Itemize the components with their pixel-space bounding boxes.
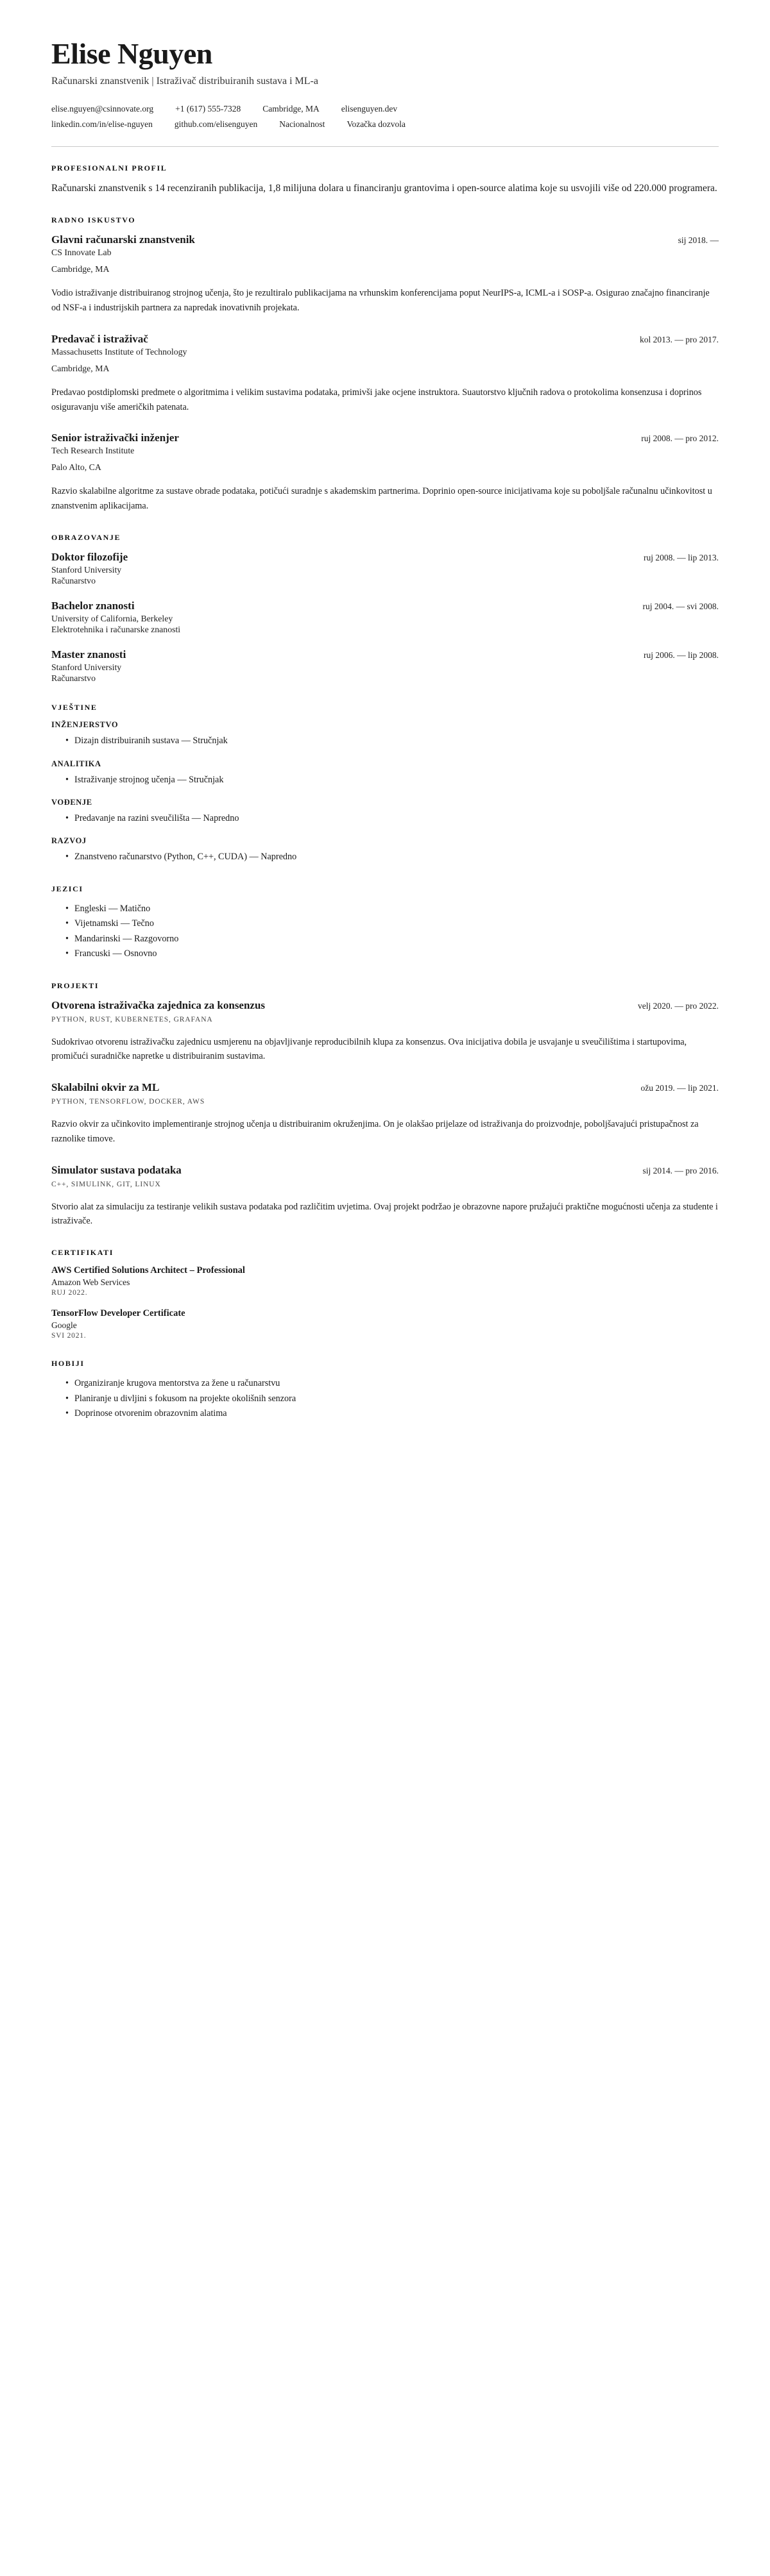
- certificate-issuer: Google: [51, 1320, 77, 1331]
- hobby-item: • Doprinose otvorenim obrazovnim alatima: [65, 1406, 719, 1421]
- experience-head: [51, 431, 719, 445]
- skill-group: [51, 798, 719, 826]
- section-title-education: OBRAZOVANJE: [51, 532, 121, 542]
- experience-location: Palo Alto, CA: [51, 462, 101, 473]
- contact-phone[interactable]: +1 (617) 555-7328: [175, 104, 241, 114]
- section-title-certificates: CERTIFIKATI: [51, 1248, 114, 1258]
- language-item: • Vijetnamski — Tečno: [65, 916, 719, 931]
- skill-list: [51, 850, 719, 864]
- contact-location: Cambridge, MA: [262, 104, 320, 114]
- certificate-item: [51, 1265, 719, 1297]
- section-title-languages: JEZICI: [51, 884, 83, 893]
- header-divider: [51, 146, 719, 147]
- experience-role: Senior istraživački inženjer: [51, 432, 179, 444]
- experience-org: CS Innovate Lab: [51, 248, 112, 258]
- section-title-experience: RADNO ISKUSTVO: [51, 215, 136, 225]
- project-item: [51, 998, 719, 1065]
- education-degree: Master znanosti: [51, 648, 126, 661]
- education-dates: ruj 2008. — lip 2013.: [644, 552, 719, 562]
- experience-org: Tech Research Institute: [51, 446, 135, 456]
- skill-item: • Istraživanje strojnog učenja — Stručnjak: [65, 773, 719, 787]
- skill-category: INŽENJERSTVO: [51, 720, 119, 730]
- experience-dates: kol 2013. — pro 2017.: [640, 334, 719, 344]
- section-skills: [51, 703, 719, 865]
- hobby-item: • Planiranje u divljini s fokusom na projekte okolišnih senzora: [65, 1392, 719, 1406]
- contact-driving-license: Vozačka dozvola: [346, 119, 406, 130]
- experience-location: Cambridge, MA: [51, 264, 110, 274]
- education-degree: Bachelor znanosti: [51, 600, 135, 612]
- experience-description: Vodio istraživanje distribuiranog strojnog učenja, što je rezultiralo publikacijama na vrhunskim konferencijama poput NeurIPS-a, ICML-a i SOSP-a. Osigurao značajno financiranje od NSF-a i industrijskih partnera za napredak inovativnih projekata.: [51, 288, 710, 314]
- section-hobbies: [51, 1359, 719, 1421]
- contact-row-primary: [51, 104, 719, 114]
- project-head: [51, 1081, 719, 1095]
- skill-category: RAZVOJ: [51, 836, 87, 846]
- education-dates: ruj 2006. — lip 2008.: [644, 650, 719, 661]
- section-profile: [51, 164, 719, 196]
- experience-item: [51, 431, 719, 514]
- section-education: [51, 533, 719, 684]
- section-experience: [51, 215, 719, 514]
- experience-role: Predavač i istraživač: [51, 332, 148, 345]
- education-field: Elektrotehnika i računarske znanosti: [51, 625, 181, 635]
- certificate-item: [51, 1308, 719, 1340]
- education-school: Stanford University: [51, 662, 122, 673]
- skill-group: [51, 720, 719, 748]
- education-item: [51, 648, 719, 684]
- profile-text: Računarski znanstvenik s 14 recenziranih publikacija, 1,8 milijuna dolara u financiranju grantovima i open-source alatima koje su usvojili više od 220.000 programera.: [51, 183, 717, 194]
- skill-item: • Znanstveno računarstvo (Python, C++, CUDA) — Napredno: [65, 850, 719, 864]
- section-projects: [51, 981, 719, 1229]
- skill-group: [51, 836, 719, 864]
- project-dates: velj 2020. — pro 2022.: [638, 1000, 719, 1011]
- education-head: [51, 648, 719, 662]
- contact-github[interactable]: github.com/elisenguyen: [174, 119, 258, 130]
- project-name: Simulator sustava podataka: [51, 1163, 182, 1176]
- skill-list: [51, 773, 719, 787]
- hobby-item: • Organiziranje krugova mentorstva za žene u računarstvu: [65, 1376, 719, 1391]
- education-field: Računarstvo: [51, 673, 96, 684]
- language-item: • Francuski — Osnovno: [65, 947, 719, 961]
- project-head: [51, 998, 719, 1013]
- skill-category: ANALITIKA: [51, 759, 101, 768]
- experience-location: Cambridge, MA: [51, 363, 110, 373]
- project-tech: PYTHON, RUST, KUBERNETES, GRAFANA: [51, 1015, 213, 1023]
- hobby-list: [51, 1376, 719, 1421]
- education-degree: Doktor filozofije: [51, 550, 128, 563]
- section-languages: [51, 884, 719, 962]
- project-item: [51, 1163, 719, 1229]
- contact-linkedin[interactable]: linkedin.com/in/elise-nguyen: [51, 119, 153, 130]
- skill-item: • Predavanje na razini sveučilišta — Napredno: [65, 811, 719, 826]
- contact-email[interactable]: elise.nguyen@csinnovate.org: [51, 104, 154, 114]
- skill-list: [51, 811, 719, 826]
- education-head: [51, 550, 719, 564]
- section-title-profile: PROFESIONALNI PROFIL: [51, 164, 167, 173]
- project-dates: ožu 2019. — lip 2021.: [640, 1083, 719, 1093]
- project-item: [51, 1081, 719, 1147]
- section-title-hobbies: HOBIJI: [51, 1359, 85, 1368]
- skill-group: [51, 759, 719, 787]
- skill-list: [51, 734, 719, 748]
- experience-head: [51, 233, 719, 247]
- project-head: [51, 1163, 719, 1177]
- page-title: Elise Nguyen: [51, 37, 212, 70]
- experience-description: Razvio skalabilne algoritme za sustave obrade podataka, potičući suradnje s akademskim partnerima. Doprinio open-source inicijativama koje su poboljšale računalnu učinkovitost u znanstvenim aplikacijama.: [51, 486, 712, 512]
- contact-website[interactable]: elisenguyen.dev: [341, 104, 398, 114]
- education-item: [51, 599, 719, 635]
- certificate-issuer: Amazon Web Services: [51, 1277, 130, 1288]
- project-name: Skalabilni okvir za ML: [51, 1081, 160, 1094]
- language-item: • Mandarinski — Razgovorno: [65, 932, 719, 947]
- experience-role: Glavni računarski znanstvenik: [51, 233, 195, 246]
- headline: Računarski znanstvenik | Istraživač distribuiranih sustava i ML-a: [51, 76, 318, 87]
- section-title-projects: PROJEKTI: [51, 981, 99, 990]
- certificate-name: AWS Certified Solutions Architect – Professional: [51, 1265, 245, 1276]
- education-dates: ruj 2004. — svi 2008.: [642, 602, 719, 611]
- project-tech: C++, SIMULINK, GIT, LINUX: [51, 1180, 161, 1188]
- project-description: Sudokrivao otvorenu istraživačku zajednicu usmjerenu na objavljivanje reproducibilnih klupa za konsenzus. Ova inicijativa dobila je usvajanje u sveučilištima i startupovima, promičući suradničke napretke u distribuiranim sustavima.: [51, 1036, 687, 1062]
- experience-description: Predavao postdiplomski predmete o algoritmima i velikim sustavima podataka, primivši jake ocjene instruktora. Suautorstvo ključnih radova o protokolima konsenzusa i doprinos osiguravanju više američkih patenata.: [51, 387, 702, 412]
- project-name: Otvorena istraživačka zajednica za konsenzus: [51, 998, 266, 1011]
- experience-item: [51, 233, 719, 316]
- education-school: Stanford University: [51, 565, 122, 575]
- experience-dates: ruj 2008. — pro 2012.: [641, 434, 719, 444]
- project-description: Razvio okvir za učinkovito implementiranje strojnog učenja u distribuiranim okruženjima. On je olakšao prijelaze od istraživanja do proizvodnje, poboljšavajući pristupačnost za raznolike timove.: [51, 1119, 699, 1144]
- project-tech: PYTHON, TENSORFLOW, DOCKER, AWS: [51, 1098, 205, 1106]
- section-certificates: [51, 1248, 719, 1340]
- skill-category: VOĐENJE: [51, 798, 92, 807]
- certificate-name: TensorFlow Developer Certificate: [51, 1308, 185, 1319]
- skill-item: • Dizajn distribuiranih sustava — Stručnjak: [65, 734, 719, 748]
- certificate-date: SVI 2021.: [51, 1332, 87, 1340]
- project-dates: sij 2014. — pro 2016.: [642, 1165, 719, 1175]
- education-head: [51, 599, 719, 613]
- project-description: Stvorio alat za simulaciju za testiranje velikih sustava podataka pod različitim uvjetima. Ovaj projekt podržao je obrazovne napore pružajući praktične mogućnosti učenja za studente i istraživače.: [51, 1201, 718, 1227]
- experience-org: Massachusetts Institute of Technology: [51, 346, 187, 357]
- language-list: [51, 902, 719, 962]
- section-title-skills: VJEŠTINE: [51, 703, 98, 712]
- education-field: Računarstvo: [51, 576, 96, 585]
- education-school: University of California, Berkeley: [51, 614, 173, 624]
- experience-head: [51, 332, 719, 346]
- certificate-date: RUJ 2022.: [51, 1289, 88, 1297]
- contact-row-secondary: [51, 119, 719, 130]
- contact-nationality: Nacionalnost: [279, 119, 325, 130]
- education-item: [51, 550, 719, 586]
- language-item: • Engleski — Matično: [65, 902, 719, 916]
- experience-item: [51, 332, 719, 415]
- experience-dates: sij 2018. —: [678, 235, 719, 246]
